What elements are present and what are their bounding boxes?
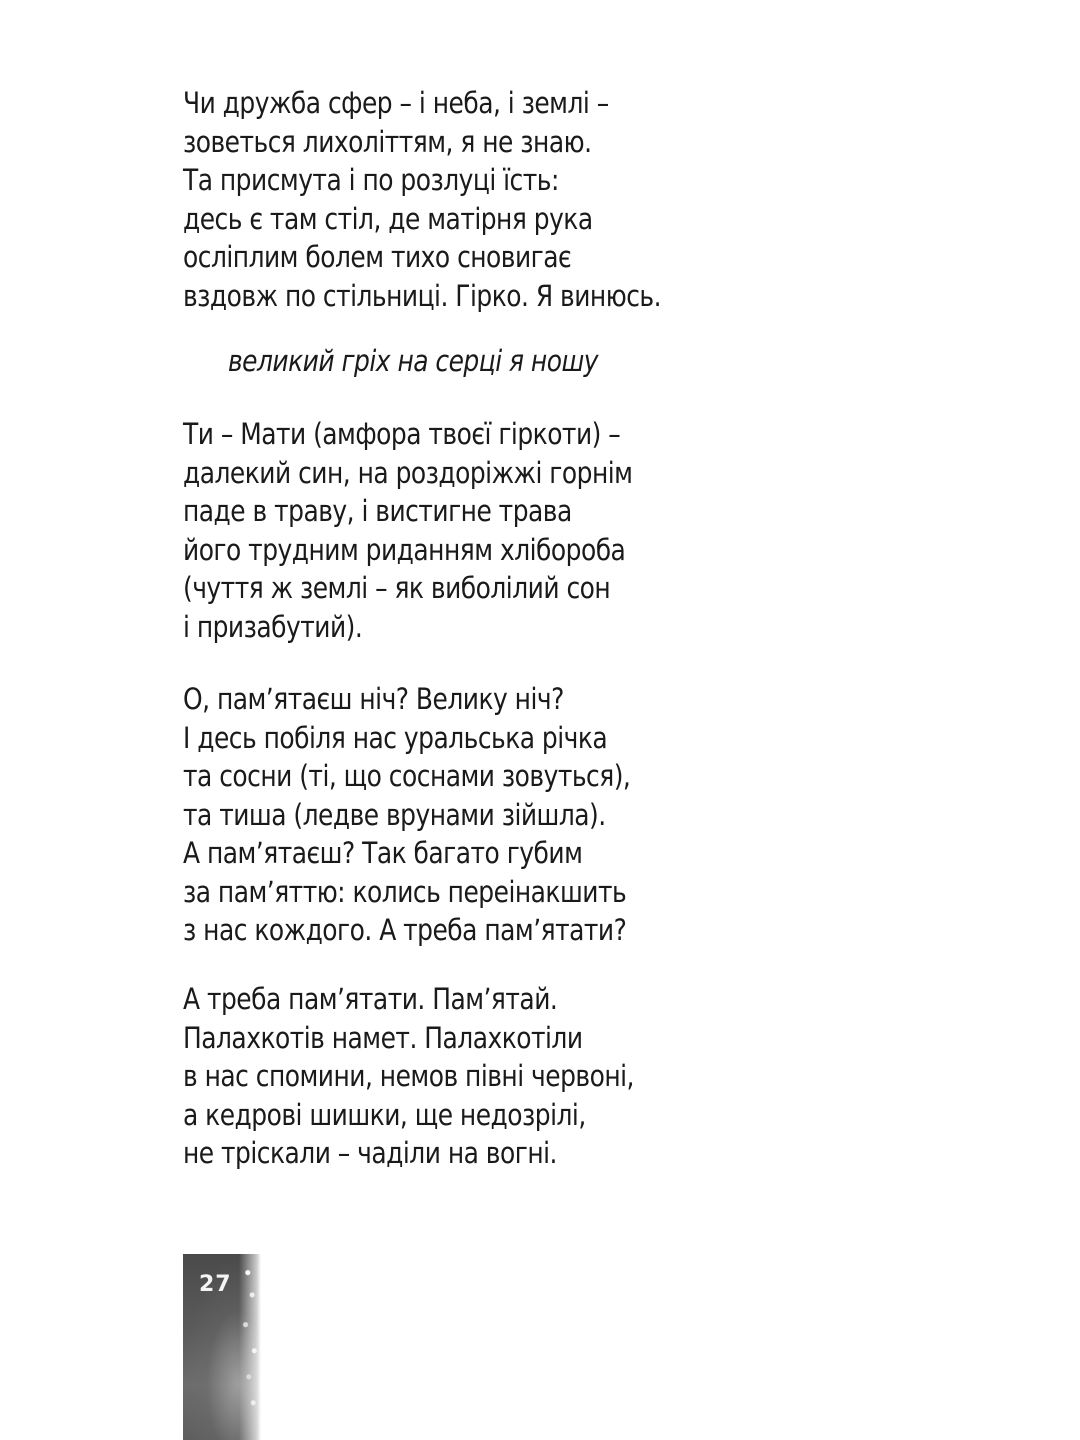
- stanza-2: [183, 415, 706, 646]
- page-number-tab: [183, 1254, 261, 1440]
- poem-line: з нас кождого. А треба пам’ятати?: [183, 913, 627, 947]
- poem-line: його трудним риданням хлібороба: [183, 532, 626, 567]
- stanza-1: [183, 84, 739, 315]
- stanza-4: [183, 980, 707, 1173]
- poem-line: в нас спомини, немов півні червоні,: [183, 1059, 634, 1093]
- poem-line: вздовж по стільниці. Гірко. Я винюсь.: [183, 278, 661, 313]
- poem-line: зоветься лихоліттям, я не знаю.: [183, 124, 592, 159]
- poem-line: А пам’ятаєш? Так багато губим: [183, 836, 583, 870]
- poem-line: Ти – Мати (амфора твоєї гіркоти) –: [183, 417, 621, 451]
- poem-line: не тріскали – чаділи на вогні.: [183, 1136, 557, 1170]
- poem-line: паде в траву, і вистигне трава: [183, 494, 572, 528]
- poem-line: А треба пам’ятати. Пам’ятай.: [183, 982, 558, 1016]
- epigraph: великий гріх на серці я ношу: [228, 344, 599, 378]
- poem-line: і призабутий).: [183, 609, 363, 644]
- poem-line: О, пам’ятаєш ніч? Велику ніч?: [183, 682, 564, 716]
- stanza-3: [183, 680, 703, 950]
- poem-line: Чи дружба сфер – і неба, і землі –: [183, 86, 609, 120]
- poem-line: та сосни (ті, що соснами зовуться),: [183, 759, 631, 793]
- poem-line: Палахкотів намет. Палахкотіли: [183, 1020, 583, 1055]
- poem-line: та тиша (ледве врунами зійшла).: [183, 797, 606, 832]
- poem-line: (чуття ж землі – як виболілий сон: [183, 571, 611, 605]
- poem-line: за пам’яттю: колись переінакшить: [183, 874, 627, 909]
- poem-line: І десь побіля нас уральська річка: [183, 720, 608, 755]
- poem-line: Та присмута і по розлуці їсть:: [183, 163, 559, 197]
- page-number: 27: [199, 1272, 232, 1297]
- poem-line: десь є там стіл, де матірня рука: [183, 201, 593, 236]
- poem-line: а кедрові шишки, ще недозрілі,: [183, 1097, 586, 1132]
- poem-line: осліплим болем тихо сновигає: [183, 240, 572, 274]
- poem-line: далекий син, на роздоріжжі горнім: [183, 455, 633, 490]
